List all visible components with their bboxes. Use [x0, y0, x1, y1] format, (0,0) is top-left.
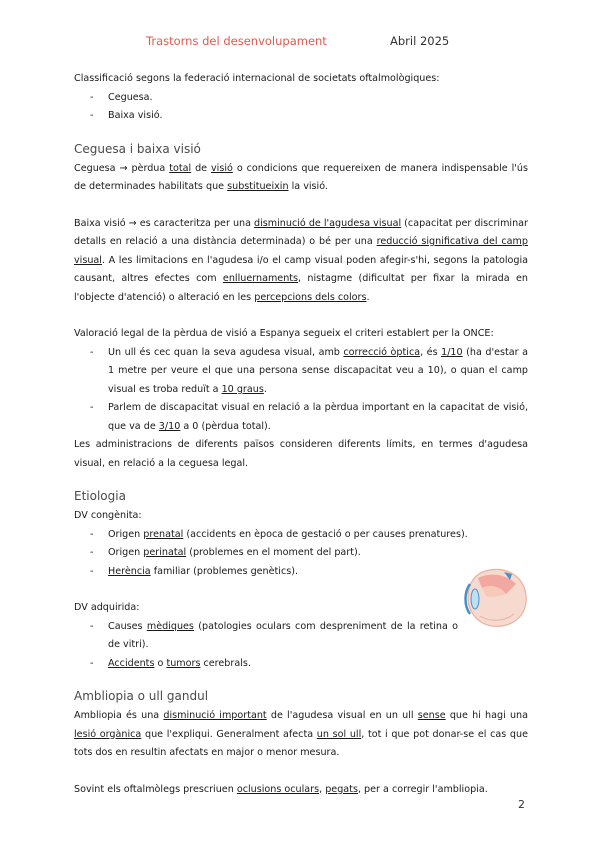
- list-item: - Ceguesa.: [74, 89, 528, 108]
- list-item: - Origen perinatal (problemes en el moment del part).: [74, 544, 528, 563]
- list-item: - Herència familiar (problemes genètics).: [74, 563, 528, 582]
- section-heading: Ambliopia o ull gandul: [74, 689, 209, 703]
- paragraph: Valoració legal de la pèrdua de visió a Espanya segueix el criteri establert per la ONCE:: [74, 328, 494, 339]
- paragraph: Sovint els oftalmòlegs prescriuen oclusions oculars, pegats, per a corregir l'ambliopia.: [74, 783, 488, 795]
- header-title: Trastorns del desenvolupament: [146, 34, 327, 48]
- eye-anatomy-illustration: [460, 566, 530, 630]
- paragraph: Ambliopia és una disminució important de l'agudesa visual en un ull sense que hi hagi una lesió orgànica que l'expliqui. Generalment afecta un sol ull, tot i que pot donar-se el cas que tots dos en resultin afectats en major o menor mesura.: [74, 710, 528, 758]
- list-item: - Parlem de discapacitat visual en relació a la pèrdua important en la capacitat de visió, que va de 3/10 a 0 (pèrdua total).: [74, 399, 528, 436]
- intro-list: [74, 89, 528, 126]
- subheading: DV congènita:: [74, 510, 142, 521]
- header-date: Abril 2025: [390, 34, 450, 48]
- once-criteria-list: [74, 344, 528, 437]
- paragraph: Ceguesa → pèrdua total de visió o condicions que requereixen de manera indispensable l'ús de determinades habilitats que substitueixin la visió.: [74, 162, 529, 192]
- paragraph: Les administracions de diferents països consideren diferents límits, en termes d'agudesa visual, en relació a la ceguesa legal.: [74, 439, 528, 469]
- intro-text: Classificació segons la federació internacional de societats oftalmològiques:: [74, 73, 440, 84]
- section-heading: Ceguesa i baixa visió: [74, 141, 201, 156]
- subheading: DV adquirida:: [74, 602, 140, 613]
- section-heading: Etiologia: [74, 489, 126, 503]
- list-item: - Un ull és cec quan la seva agudesa visual, amb correcció òptica, és 1/10 (ha d'estar a 1 metre per veure el que una persona sense discapacitat veu a 10), o quan el camp visual es troba reduït a 10 graus.: [74, 344, 528, 400]
- list-item: - Baixa visió.: [74, 107, 528, 126]
- page-header: [0, 34, 600, 52]
- page-content: [74, 70, 528, 799]
- list-item: - Accidents o tumors cerebrals.: [74, 655, 458, 674]
- list-item: - Origen prenatal (accidents en època de gestació o per causes prenatures).: [74, 526, 528, 545]
- page-number: 2: [518, 798, 525, 811]
- paragraph: Baixa visió → es caracteritza per una disminució de l'agudesa visual (capacitat per discriminar detalls en relació a una distància determinada) o bé per una reducció significativa del camp visual. A les limitacions en l'agudesa i/o el camp visual poden afegir-s'hi, segons la patologia causant, altres efectes com enlluernaments, nistagme (dificultat per fixar la mirada en l'objecte d'atenció) o alteració en les percepcions dels colors.: [74, 217, 528, 303]
- list-item: - Causes mèdiques (patologies oculars com despreniment de la retina o de vitri).: [74, 618, 458, 655]
